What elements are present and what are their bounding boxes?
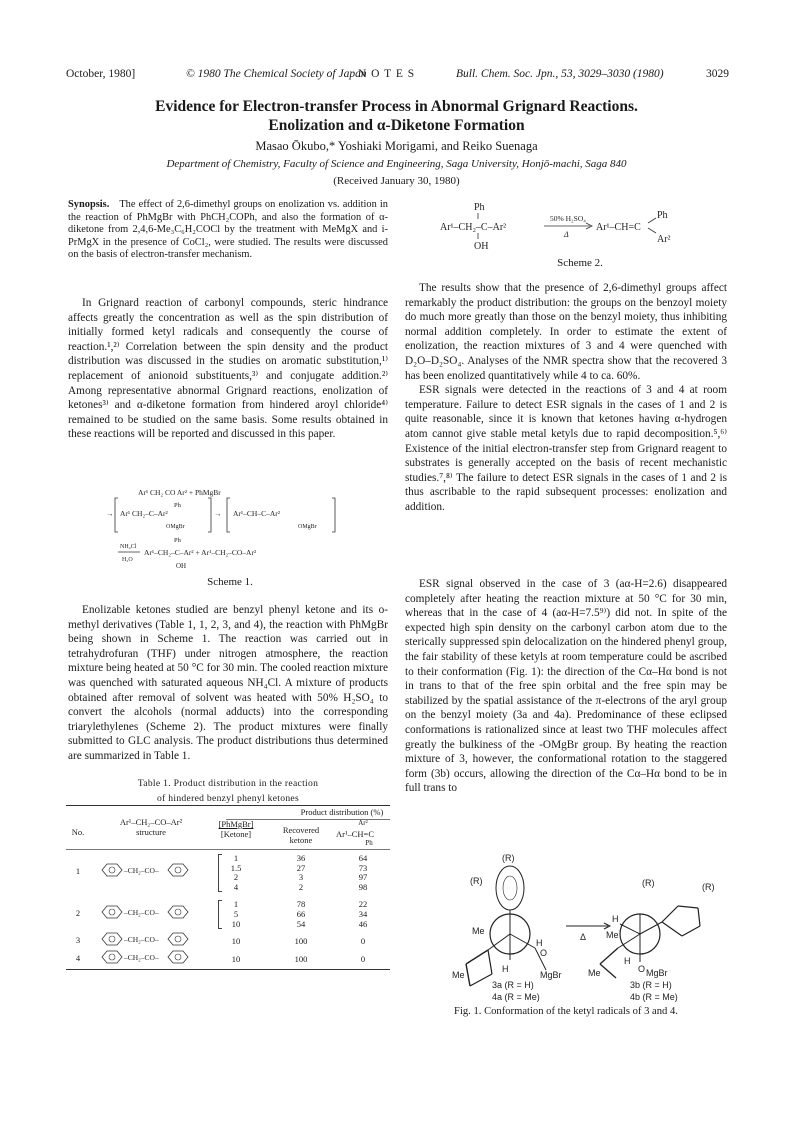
scheme-1-reactants: Ar¹ CH₂ CO Ar² + PhMgBr xyxy=(138,488,221,497)
fig-label-4b: 4b (R = Me) xyxy=(630,992,678,1002)
table-bottom-rule xyxy=(66,969,390,970)
fig-label-h-a: H xyxy=(502,964,509,974)
structure-drawing xyxy=(96,950,206,964)
running-header xyxy=(66,68,732,82)
table-cell-ratio: 1.5 xyxy=(230,862,242,873)
paragraph-conformation: ESR signal observed in the case of 3 (aα-H=2.6) disappeared completely after heating the reaction mixture at 50 °C for 30 min, whereas that in the case of 4 (aα-H=7.5⁹⁾) did not. In spite of the expected high spin density on the carbonyl carbon atom due to the sterically suppressed spin delocalization on the hindered phenyl group, the fair stability of these ketyls at room temperature could be ascribed to their conformation (Fig. 1): the direction of the Cα–Hα bond is not in trans to that of the free spin orbital and the free spin may be stabilized by the spatial assistance of the π-electrons of the aryl group on the benzyl moiety (3a and 4a). Predominance of these eclipsed conformations is rationalized since at least two THF molecules affect greatly the bulkiness of the -OMgBr group. By heating the reaction mixture of 3, however, the conformational rotation to the staggered form (3b) occurs, allowing the direction of the Cα–Hα bond to be in full trans to xyxy=(405,578,727,795)
scheme-2-product-ph: Ph xyxy=(657,210,668,221)
table-top-rule xyxy=(66,805,390,806)
scheme-2-caption: Scheme 2. xyxy=(557,257,603,269)
scheme-1-drawing xyxy=(100,486,360,586)
benzene-ring-inner-icon xyxy=(175,954,181,960)
table-cell-no: 4 xyxy=(75,952,81,963)
fig-label-o-a: O xyxy=(540,948,548,958)
bond-a-5 xyxy=(466,950,488,964)
bond-b-10 xyxy=(600,948,618,964)
table-cell-ratio: 10 xyxy=(231,953,241,964)
figure-1-caption: Fig. 1. Conformation of the ketyl radicals of 3 and 4. xyxy=(454,1006,678,1017)
fig-label-r-4: (R) xyxy=(702,882,715,892)
synopsis-text: The effect of 2,6-dimethyl groups on enolization vs. addition in the reaction of PhMgBr with PhCH₂COPh, and also the formation of α-diketone from 2,4,6-Me₃C₆H₂COCl by the treatment with MeMgX and i-PrMgX in the presence of CoCl₂, were studied. The results were discussed on the basis of electron-transfer mechanism. xyxy=(68,199,388,261)
scheme-1-caption: Scheme 1. xyxy=(207,576,253,588)
fig-heat: Δ xyxy=(580,932,587,942)
table-cell-recovered: 66 xyxy=(296,909,306,919)
synopsis-label: Synopsis. xyxy=(68,199,110,210)
left-column-main xyxy=(68,603,388,764)
received-date: (Received January 30, 1980) xyxy=(333,175,460,187)
table-header-distribution: Product distribution (%) xyxy=(300,807,384,817)
paragraph-esr: ESR signals were detected in the reactions of 3 and 4 at room temperature. Failure to detect ESR signals in the cases of 1 and 2 is quite reasonable, since it is known that ketones having α-hydrogen atom cannot give stable metal ketyls due to rapid decomposition.⁵,⁶⁾ Existence of the initial electron-transfer step from Grignard reagent to substrates is generally accepted on the basis of recent mechanistic studies.⁷,⁸⁾ The failure to detect ESR signals in the cases of 1 and 2 is thus ascribable to the rapid subsequent processes: enolization and addition. xyxy=(405,384,727,513)
fig-label-h-a-2: H xyxy=(536,938,543,948)
bond-a-2 xyxy=(510,934,535,948)
fig-label-r-2: (R) xyxy=(470,876,483,886)
bond-b-8 xyxy=(620,924,640,934)
authors: Masao Ōkubo,* Yoshiaki Morigami, and Reiko Suenaga xyxy=(255,139,538,153)
table-cell-recovered: 100 xyxy=(294,936,308,947)
benzene-ring-icon xyxy=(102,864,122,876)
fig-label-h-b-2: H xyxy=(624,956,631,966)
fig-label-me-a-1: Me xyxy=(472,926,485,936)
scheme-2-product: Ar¹–CH=C xyxy=(596,222,641,233)
benzene-ring-icon xyxy=(168,906,188,918)
table-header-product-ar: Ar² xyxy=(358,819,368,827)
fig-label-me-a-2: Me xyxy=(452,970,465,980)
right-column-results xyxy=(405,281,727,515)
table-cell-product: 73 xyxy=(358,862,368,873)
table-cell-product: 98 xyxy=(358,881,368,892)
benzene-ring-inner-icon xyxy=(175,867,181,873)
header-copyright: © 1980 The Chemical Society of Japan xyxy=(186,68,367,80)
table-header-no: No. xyxy=(71,827,85,837)
structure-linker: –CH₂–CO– xyxy=(124,935,159,944)
table-cell-ratio: 1 xyxy=(233,853,239,863)
left-column-intro xyxy=(68,296,388,442)
table-header-recovered-2: ketone xyxy=(289,835,313,845)
table-cell-recovered: 27 xyxy=(296,862,306,873)
table-cell-no: 3 xyxy=(75,935,81,945)
scheme-1-intermediate-2: Ar¹–CH–C–Ar² xyxy=(233,509,280,518)
fig-label-3b: 3b (R = H) xyxy=(630,980,672,990)
table-header-structure-1: Ar¹–CH₂–CO–Ar² xyxy=(119,817,183,827)
fig-label-me-b-2: Me xyxy=(588,968,601,978)
scheme-1-products: Ar¹–CH₂–C–Ar² + Ar¹–CH₂–CO–Ar² xyxy=(144,548,257,557)
scheme-2-bond-ar xyxy=(648,228,656,233)
bond-a-10 xyxy=(540,958,546,970)
fig-label-r-1: (R) xyxy=(502,853,515,863)
table-cell-recovered: 2 xyxy=(298,881,304,892)
table-cell-structure xyxy=(96,863,206,877)
scheme-1-reagent-top: NH₄Cl xyxy=(120,544,137,550)
table-row-bracket xyxy=(218,854,222,892)
table-header-recovered-1: Recovered xyxy=(282,825,320,835)
benzene-ring-icon xyxy=(102,933,122,945)
table-cell-ratio: 1 xyxy=(233,899,239,910)
table-cell-product: 46 xyxy=(358,918,368,929)
structure-drawing xyxy=(96,932,206,946)
scheme-1-intermediate-1-sub: OMgBr xyxy=(166,524,185,530)
paragraph-ketones: Enolizable ketones studied are benzyl phenyl ketone and its o-methyl derivatives (Table 1, 1, 2, 3, and 4), the reaction with PhMgBr being shown in Scheme 1. The reaction was carried out in tetrahydrofuran (THF) under nitrogen atmosphere, the reaction mixture being heated at 50 °C for 30 min. The cooled reaction mixture was quenched with saturated aqueous NH₄Cl. A mixture of products obtained after removal of solvent was heated with 50% H₂SO₄ to convert the alcohols (normal adducts) into the corresponding triarylethylenes (Scheme 2). The product mixtures were finally submitted to GLC analysis. The product distributions thus determined are summarized in Table 1. xyxy=(68,604,388,762)
bond-b-4 xyxy=(678,906,698,908)
aryl-ring-a xyxy=(496,866,524,910)
arrow-1: → xyxy=(106,509,114,518)
benzene-ring-inner-icon xyxy=(175,909,181,915)
figure-1-drawing xyxy=(430,852,730,1004)
table-cell-structure xyxy=(96,932,206,946)
fig-label-r-3: (R) xyxy=(642,878,655,888)
benzene-ring-inner-icon xyxy=(175,936,181,942)
scheme-2-reagent: 50% H₂SO₄ xyxy=(550,214,586,223)
table-cell-recovered: 54 xyxy=(296,918,306,929)
fig-label-4a: 4a (R = Me) xyxy=(492,992,540,1002)
aryl-ring-inner-a xyxy=(503,876,517,900)
benzene-ring-icon xyxy=(102,951,122,963)
bond-b-6 xyxy=(682,926,700,936)
benzene-ring-inner-icon xyxy=(109,909,115,915)
benzene-ring-icon xyxy=(102,906,122,918)
fig-label-mgbr-b: MgBr xyxy=(646,968,668,978)
paragraph-results: The results show that the presence of 2,6-dimethyl groups affect remarkably the product distribution: the groups on the benzoyl moiety do much more greatly than those on the benzyl moiety, thus inhibiting normal addition completely. In order to estimate the extent of enolization, the reaction mixtures of 3 and 4 were quenched with D₂O–D₂SO₄. Analyses of the NMR spectra show that the recovered 3 has been enolized quantitatively while 4 to ca. 60%. xyxy=(405,282,727,382)
benzene-ring-icon xyxy=(168,933,188,945)
table-cell-recovered: 78 xyxy=(296,899,306,910)
scheme-2-oh: OH xyxy=(474,241,489,252)
fig-label-3a: 3a (R = H) xyxy=(492,980,534,990)
table-cell-ratio: 5 xyxy=(233,909,239,919)
table-cell-product: 34 xyxy=(358,909,368,919)
table-1-caption xyxy=(68,776,388,806)
bond-a-8 xyxy=(470,974,492,986)
bracket-right-2 xyxy=(332,498,335,532)
table-header-structure-2: structure xyxy=(136,827,166,837)
bond-b-7 xyxy=(662,922,682,936)
table-cell-no: 1 xyxy=(75,866,81,877)
header-journal: Bull. Chem. Soc. Jpn., 53, 3029–3030 (1980) xyxy=(456,68,664,80)
header-section: N O T E S xyxy=(358,68,416,80)
table-header-ratio-1: [PhMgBr] xyxy=(218,819,254,829)
table-cell-product: 0 xyxy=(360,953,366,964)
table-cell-recovered: 3 xyxy=(298,872,304,883)
fig-label-mgbr-a: MgBr xyxy=(540,970,562,980)
bracket-left-1 xyxy=(115,498,118,532)
scheme-2 xyxy=(440,197,720,277)
scheme-1 xyxy=(100,486,360,606)
title-line-1: Evidence for Electron-transfer Process in Abnormal Grignard Reactions. xyxy=(155,98,638,115)
table-header-rule xyxy=(66,849,390,850)
bracket-left-2 xyxy=(227,498,230,532)
header-date: October, 1980] xyxy=(66,68,136,80)
affiliation: Department of Chemistry, Faculty of Science and Engineering, Saga University, Honjō-machi, Saga 840 xyxy=(166,158,627,170)
table-cell-ratio: 2 xyxy=(233,872,239,883)
arrow-2: → xyxy=(214,509,222,518)
table-cell-ratio: 10 xyxy=(231,918,241,929)
scheme-1-intermediate-1: Ar¹ CH₂–C–Ar² xyxy=(120,509,168,518)
fig-label-me-b-1: Me xyxy=(606,930,619,940)
scheme-2-drawing xyxy=(440,197,720,253)
scheme-2-product-ar: Ar² xyxy=(657,234,671,245)
benzene-ring-inner-icon xyxy=(109,954,115,960)
benzene-ring-icon xyxy=(168,951,188,963)
table-cell-no: 2 xyxy=(75,907,81,918)
table-caption-line-1: Table 1. Product distribution in the reaction xyxy=(137,778,319,789)
table-caption-line-2: of hindered benzyl phenyl ketones xyxy=(156,793,300,804)
table-cell-product: 0 xyxy=(360,936,366,947)
paragraph-intro: In Grignard reaction of carbonyl compounds, steric hindrance affects greatly the concentration as well as the spin distribution of initially formed ketyl radicals and consequently the course of reaction.¹,²⁾ Correlation between the spin density and the product distribution was discussed in the studies on aromatic substitution,¹⁾ replacement of anionoid substituents,³⁾ and conjugate addition.²⁾ Among representative abnormal Grignard reactions, enolization of ketones³⁾ and α-diketone formation from hindered aroyl chloride⁴⁾ remained to be studied on the same basis. Some results obtained in these reactions will be reported and discussed in this paper. xyxy=(68,297,388,441)
scheme-1-intermediate-2-sub: OMgBr xyxy=(298,524,317,530)
benzene-ring-icon xyxy=(168,864,188,876)
scheme-2-heat: Δ xyxy=(564,230,569,239)
bond-b-11 xyxy=(600,964,616,978)
table-cell-structure xyxy=(96,905,206,919)
scheme-1-oh: OH xyxy=(176,562,187,570)
structure-linker: –CH₂–CO– xyxy=(124,866,159,876)
table-cell-recovered: 36 xyxy=(296,853,306,863)
scheme-1-ph-mid: Ph xyxy=(174,537,181,544)
article-title xyxy=(0,97,793,135)
scheme-2-bond-ph xyxy=(648,218,656,223)
table-header-product-ph: Ph xyxy=(365,839,373,847)
header-page-number: 3029 xyxy=(706,68,729,80)
bond-b-5 xyxy=(698,908,700,926)
bond-a-7 xyxy=(488,950,492,974)
right-column-discussion xyxy=(405,577,727,796)
scheme-2-ph-top: Ph xyxy=(474,202,485,213)
bond-b-3 xyxy=(662,906,678,922)
table-cell-ratio: 4 xyxy=(233,881,239,892)
fig-label-o-b: O xyxy=(638,964,646,974)
fig-label-h-b: H xyxy=(612,914,619,924)
table-cell-structure xyxy=(96,950,206,964)
structure-linker: –CH₂–CO– xyxy=(124,952,159,962)
scheme-1-reagent-bottom: H₂O xyxy=(122,557,133,563)
bracket-right-1 xyxy=(208,498,211,532)
scheme-1-ph-top: Ph xyxy=(174,502,181,509)
table-header-ratio-2: [Ketone] xyxy=(220,829,252,839)
structure-drawing xyxy=(96,905,206,919)
table-cell-ratio: 10 xyxy=(231,936,241,947)
table-header-product: Ar¹–CH=C xyxy=(335,829,375,839)
table-cell-product: 64 xyxy=(358,853,368,863)
bond-a-6 xyxy=(466,964,470,986)
title-line-2: Enolization and α-Diketone Formation xyxy=(268,117,525,134)
scheme-2-reactant: Ar¹–CH₂–C–Ar² xyxy=(440,222,507,233)
table-row-bracket xyxy=(218,900,222,929)
benzene-ring-inner-icon xyxy=(109,867,115,873)
table-cell-product: 97 xyxy=(358,872,368,883)
table-cell-product: 22 xyxy=(358,899,368,910)
structure-linker: –CH₂–CO– xyxy=(124,907,159,917)
structure-drawing xyxy=(96,863,206,877)
synopsis xyxy=(68,199,388,262)
figure-1 xyxy=(430,852,730,1004)
table-cell-recovered: 100 xyxy=(294,953,308,964)
benzene-ring-inner-icon xyxy=(109,936,115,942)
